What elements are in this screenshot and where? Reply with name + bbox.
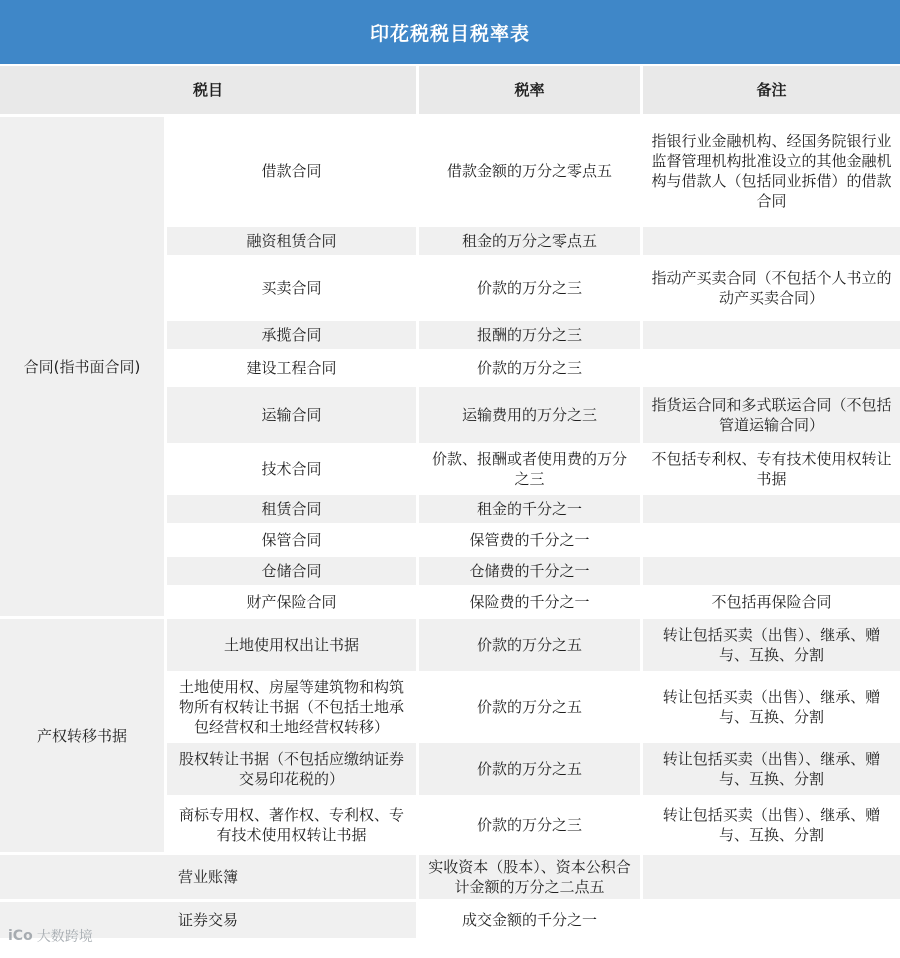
row-rate: 租金的千分之一 — [419, 495, 643, 523]
row-item: 租赁合同 — [167, 495, 419, 523]
row-note: 不包括再保险合同 — [643, 588, 900, 616]
category-securities-trading: 证券交易 — [0, 902, 419, 938]
category-business-ledger: 营业账簿 — [0, 855, 419, 899]
category-property-transfer: 产权转移书据 — [0, 619, 167, 852]
header-row — [0, 66, 900, 114]
row-note: 转让包括买卖（出售）、继承、赠与、互换、分割 — [643, 674, 900, 740]
row-item: 仓储合同 — [167, 557, 419, 585]
row-item: 股权转让书据（不包括应缴纳证券交易印花税的） — [167, 743, 419, 795]
row-rate: 租金的万分之零点五 — [419, 227, 643, 255]
row-item: 借款合同 — [167, 117, 419, 224]
row-rate: 价款的万分之五 — [419, 674, 643, 740]
row-rate: 价款的万分之三 — [419, 352, 643, 384]
header-rate: 税率 — [419, 66, 643, 114]
row-item: 建设工程合同 — [167, 352, 419, 384]
tax-rate-table — [0, 63, 900, 941]
row-note: 指银行业金融机构、经国务院银行业监督管理机构批准设立的其他金融机构与借款人（包括同业拆借）的借款合同 — [643, 117, 900, 224]
row-item: 财产保险合同 — [167, 588, 419, 616]
row-note: 指动产买卖合同（不包括个人书立的动产买卖合同） — [643, 258, 900, 318]
row-note — [643, 526, 900, 554]
row-item: 融资租赁合同 — [167, 227, 419, 255]
watermark-text: 大数跨境 — [36, 929, 93, 945]
row-note: 转让包括买卖（出售）、继承、赠与、互换、分割 — [643, 619, 900, 671]
row-note — [643, 227, 900, 255]
header-item: 税目 — [0, 66, 419, 114]
row-rate: 价款的万分之五 — [419, 619, 643, 671]
row-note — [643, 855, 900, 899]
category-contract: 合同(指书面合同) — [0, 117, 167, 616]
row-item: 土地使用权出让书据 — [167, 619, 419, 671]
row-item: 技术合同 — [167, 446, 419, 492]
row-item: 承揽合同 — [167, 321, 419, 349]
watermark — [8, 926, 93, 946]
header-note: 备注 — [643, 66, 900, 114]
row-note — [643, 321, 900, 349]
row-rate: 价款、报酬或者使用费的万分之三 — [419, 446, 643, 492]
table-row — [0, 619, 900, 671]
row-note — [643, 495, 900, 523]
row-rate: 实收资本（股本）、资本公积合计金额的万分之二点五 — [419, 855, 643, 899]
table-row — [0, 117, 900, 224]
row-item: 运输合同 — [167, 387, 419, 443]
row-item: 保管合同 — [167, 526, 419, 554]
row-rate: 报酬的万分之三 — [419, 321, 643, 349]
row-rate: 价款的万分之五 — [419, 743, 643, 795]
row-item: 买卖合同 — [167, 258, 419, 318]
row-note: 转让包括买卖（出售）、继承、赠与、互换、分割 — [643, 798, 900, 852]
row-item: 土地使用权、房屋等建筑物和构筑物所有权转让书据（不包括土地承包经营权和土地经营权转移） — [167, 674, 419, 740]
row-note: 指货运合同和多式联运合同（不包括管道运输合同） — [643, 387, 900, 443]
row-note — [643, 557, 900, 585]
table-row — [0, 855, 900, 899]
row-rate: 保险费的千分之一 — [419, 588, 643, 616]
row-note — [643, 352, 900, 384]
row-rate: 仓储费的千分之一 — [419, 557, 643, 585]
row-rate: 借款金额的万分之零点五 — [419, 117, 643, 224]
row-rate: 成交金额的千分之一 — [419, 902, 643, 938]
row-note: 转让包括买卖（出售）、继承、赠与、互换、分割 — [643, 743, 900, 795]
row-item: 商标专用权、著作权、专利权、专有技术使用权转让书据 — [167, 798, 419, 852]
row-rate: 保管费的千分之一 — [419, 526, 643, 554]
row-rate: 价款的万分之三 — [419, 258, 643, 318]
table-row — [0, 902, 900, 938]
table-title: 印花税税目税率表 — [0, 0, 900, 64]
row-note — [643, 902, 900, 938]
watermark-logo: iCo — [8, 928, 33, 944]
row-rate: 运输费用的万分之三 — [419, 387, 643, 443]
row-note: 不包括专利权、专有技术使用权转让书据 — [643, 446, 900, 492]
row-rate: 价款的万分之三 — [419, 798, 643, 852]
